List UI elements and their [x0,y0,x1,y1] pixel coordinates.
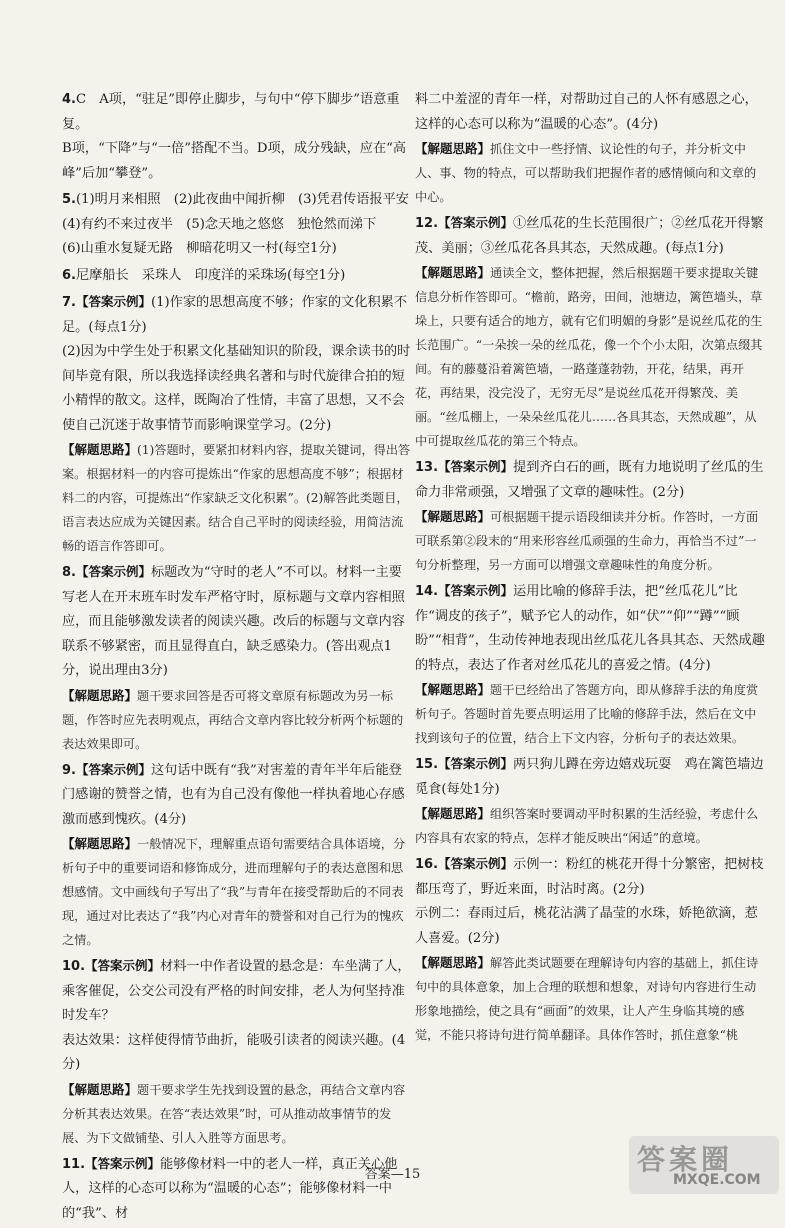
answer-paragraph [62,1078,412,1150]
answer-paragraph [415,211,765,261]
answer-tag: 【解题思路】 [62,836,138,851]
answer-paragraph [415,455,765,505]
answer-paragraph [62,1029,412,1078]
answer-tag: 【答案示例】 [75,564,151,579]
answer-paragraph [62,237,412,262]
answer-item [415,852,765,1047]
watermark-url: MXQE.COM [673,1172,761,1188]
answer-paragraph [415,505,765,577]
answer-text: 示例一：粉红的桃花开得十分繁密，把树枝都压弯了，野近来面，时沾时离。(2分) [415,857,764,897]
answer-paragraph [62,340,412,438]
answer-text: 材料一中作者设置的悬念是：车坐满了人，乘客催促，公交公司没有严格的时间安排，老人为何坚持准时发车？ [62,959,411,1023]
question-number: 13. [415,460,439,475]
answer-tag: 【答案示例】 [438,583,514,598]
answer-item [62,954,412,1150]
answer-paragraph [415,137,765,209]
answer-paragraph [62,758,412,833]
question-number: 7. [62,295,76,310]
question-number: 6. [62,267,76,283]
answer-tag: 【答案示例】 [75,294,151,309]
answer-paragraph [62,560,412,684]
answer-text: 这句话中既有“我”对害羞的青年半年后能登门感谢的赞誉之情，也有为自己没有像他一样执着地心存感激而感到愧疚。(4分) [62,762,405,827]
answer-tag: 【答案示例】 [75,761,151,777]
answer-text: 表达效果：这样使得情节曲折，能吸引读者的阅读兴趣。(4分) [62,1032,406,1072]
answer-tag: 【答案示例】 [438,756,514,771]
answer-text: 解答此类试题要在理解诗句内容的基础上，抓住诗句中的具体意象，加上合理的联想和想象，对诗句内容进行生动形象地描绘，使之具有“画面”的效果，让人产生身临其境的感觉，不能只将诗句进行简单翻译。具体作答时，抓住意象“桃 [415,956,759,1042]
answer-text: (1)答题时，要紧扣材料内容，提取关键词，得出答案。根据材料一的内容可提炼出“作家的思想高度不够”；根据材料二的内容，可提炼出“作家缺乏文化积累”。(2)解答此类题目，语言表达应成为关键因素。结合自己平时的阅读经验，用简洁流畅的语言作答即可。 [62,443,411,553]
answer-paragraph [62,213,412,238]
answer-tag: 【答案示例】 [438,459,514,474]
question-number: 15. [415,757,439,772]
question-number: 10. [62,959,86,974]
answer-text: 运用比喻的修辞手法，把“丝瓜花儿”比作“调皮的孩子”，赋予它人的动作，如“伏”“仰”“蹲”“顾盼”“相背”，生动传神地表现出丝瓜花儿各具其态、天然成趣的特点，表达了作者对丝瓜花儿的喜爱之情。(4分) [415,584,765,673]
answer-text: 题干要求学生先找到设置的悬念，再结合文章内容分析其表达效果。在答“表达效果”时，可从推动故事情节的发展、为下文做铺垫、引人入胜等方面思考。 [62,1082,406,1145]
answer-item [62,560,412,756]
answer-text: 能够像材料一中的老人一样，真正关心他人，这样的心态可以称为“温暖的心态”；能够像材料一中的“我”、材 [62,1156,398,1221]
answer-tag: 【答案示例】 [438,215,514,230]
answer-text: 可根据题干提示语段细读并分析。作答时，一方面可联系第②段末的“用来形容丝瓜顽强的生命力，再恰当不过”一句分析整理，另一方面可以增强文章趣味性的角度分析。 [415,510,759,572]
answer-paragraph [415,852,765,902]
answer-item [415,752,765,850]
answer-item [62,264,412,289]
answer-text: 通读全文，整体把握，然后根据题干要求提取关键信息分析作答即可。“檐前，路旁，田间，池塘边，篱笆墙头，草垛上，只要有适合的地方，就有它们明媚的身影”是说丝瓜花的生长范围广。“一朵挨一朵的丝瓜花，像一个个小太阳，次第点缀其间。有的藤蔓沿着篱笆墙，一路蓬蓬勃勃，开花，结果，再开花，再结果，没完没了，无穷无尽”是说丝瓜花开得繁茂、美丽。“丝瓜棚上，一朵朵丝瓜花儿……各具其态，天然成趣”，从中可提取丝瓜花的第三个特点。 [415,266,763,448]
question-number: 16. [415,857,439,872]
answer-paragraph [415,579,765,678]
answer-text: 示例二：春雨过后，桃花沾满了晶莹的水珠，娇艳欲滴，惹人喜爱。(2分) [415,906,758,946]
answer-paragraph [62,684,412,756]
answer-paragraph [415,261,765,453]
answer-item [62,88,412,186]
page-number: 答案—15 [364,1167,421,1182]
answer-item [415,579,765,750]
answer-text: 料二中羞涩的青年一样，对帮助过自己的人怀有感恩之心，这样的心态可以称为“温暖的心态”。(4分) [415,92,758,132]
answer-paragraph [415,752,765,802]
question-number: 4. [62,92,76,107]
answer-tag: 【解题思路】 [415,265,491,280]
answer-text: 一般情况下，理解重点语句需要结合具体语境，分析句子中的重要词语和修饰成分，进而理解句子的表达意图和思想感情。文中画线句子写出了“我”与青年在接受帮助后的不同表现，通过对比表达了“我”内心对青年的赞誉和对自己行为的愧疚之情。 [62,837,406,947]
watermark-logo [629,1136,779,1194]
answer-paragraph [415,902,765,951]
answer-tag: 【解题思路】 [62,687,138,703]
answer-item [415,88,765,209]
answer-text: ①丝瓜花的生长范围很广；②丝瓜花开得繁茂、美丽；③丝瓜花各具其态，天然成趣。(每点1分) [415,216,764,256]
answer-text: (2)因为中学生处于积累文化基础知识的阶段，课余读书的时间毕竟有限，所以我选择读经典名著和与时代旋律合拍的短小精悍的散文。这样，既陶冶了性情，丰富了思想，又不会使自己沉迷于故事情节而影响课堂学习。(2分) [62,344,411,433]
answer-text: 题干要求回答是否可将文章原有标题改为另一标题，作答时应先表明观点，再结合文章内容比较分析两个标题的表达效果即可。 [62,688,404,751]
question-number: 8. [62,565,76,580]
left-column [62,88,412,1228]
answer-item [62,290,412,558]
answer-paragraph [62,290,412,340]
answer-text: 组织答案时要调动平时积累的生活经验，考虑什么内容具有农家的特点，怎样才能反映出“闲适”的意境。 [415,807,759,845]
answer-paragraph [62,88,412,137]
answer-paragraph [62,832,412,952]
answer-text: 题干已经给出了答题方向，即从修辞手法的角度赏析句子。答题时首先要点明运用了比喻的修辞手法，然后在文中找到该句子的位置，结合上下文内容，分析句子的表达效果。 [415,683,759,745]
answer-text: 提到齐白石的画，既有力地说明了丝瓜的生命力非常顽强，又增强了文章的趣味性。(2分) [415,460,764,500]
answer-paragraph [62,954,412,1029]
answer-tag: 【解题思路】 [415,509,491,524]
answer-tag: 【答案示例】 [438,856,514,871]
answer-tag: 【答案示例】 [85,958,161,973]
answer-item [62,758,412,953]
answer-text: (1)作家的思想高度不够；作家的文化积累不足。(每点1分) [62,295,408,335]
answer-tag: 【解题思路】 [415,141,491,156]
answer-text: (6)山重水复疑无路 柳暗花明又一村(每空1分) [62,241,337,256]
question-number: 11. [62,1156,86,1172]
answer-paragraph [415,951,765,1047]
answer-text: C A项，“驻足”即停止脚步，与句中“停下脚步”语意重复。 [62,92,400,132]
answer-tag: 【解题思路】 [62,442,138,457]
answer-paragraph [415,88,765,137]
answer-item [415,211,765,453]
answer-paragraph [415,802,765,850]
answer-tag: 【解题思路】 [415,955,491,970]
answer-tag: 【解题思路】 [62,1081,138,1097]
answer-text: (1)明月来相照 (2)此夜曲中闻折柳 (3)凭君传语报平安 [75,192,409,207]
answer-tag: 【解题思路】 [415,806,491,821]
answer-text: (4)有约不来过夜半 (5)念天地之悠悠 独怆然而涕下 [62,216,377,232]
answer-item [415,455,765,577]
watermark-text: 答案圈 [637,1143,734,1176]
answer-paragraph [415,678,765,750]
answer-tag: 【解题思路】 [415,682,491,697]
answer-tag: 【答案示例】 [85,1155,161,1171]
answer-text: 尼摩船长 采珠人 印度洋的采珠场(每空1分) [75,267,346,283]
answer-item [62,188,412,262]
answer-paragraph [62,264,412,289]
answer-text: 标题改为“守时的老人”不可以。材料一主要写老人在开末班车时发车严格守时，原标题与文章内容相照应，而且能够激发读者的阅读兴趣。改后的标题与文章内容联系不够紧密，而且显得直白，缺乏感染力。(答出观点1分，说出理由3分) [62,565,405,678]
answer-paragraph [62,137,412,186]
question-number: 5. [62,192,76,207]
answer-text: B项，“下降”与“一倍”搭配不当。D项，成分残缺，应在“高峰”后加“攀登”。 [62,141,407,181]
right-column [415,88,765,1049]
question-number: 9. [62,762,76,778]
question-number: 14. [415,584,439,599]
answer-text: 两只狗儿蹲在旁边嬉戏玩耍 鸡在篱笆墙边觅食(每处1分) [415,757,764,797]
answer-text: 抓住文中一些抒情、议论性的句子，并分析文中人、事、物的特点，可以帮助我们把握作者的感情倾向和文章的中心。 [415,142,757,204]
answer-paragraph [62,188,412,213]
question-number: 12. [415,216,439,231]
answer-paragraph [62,438,412,558]
